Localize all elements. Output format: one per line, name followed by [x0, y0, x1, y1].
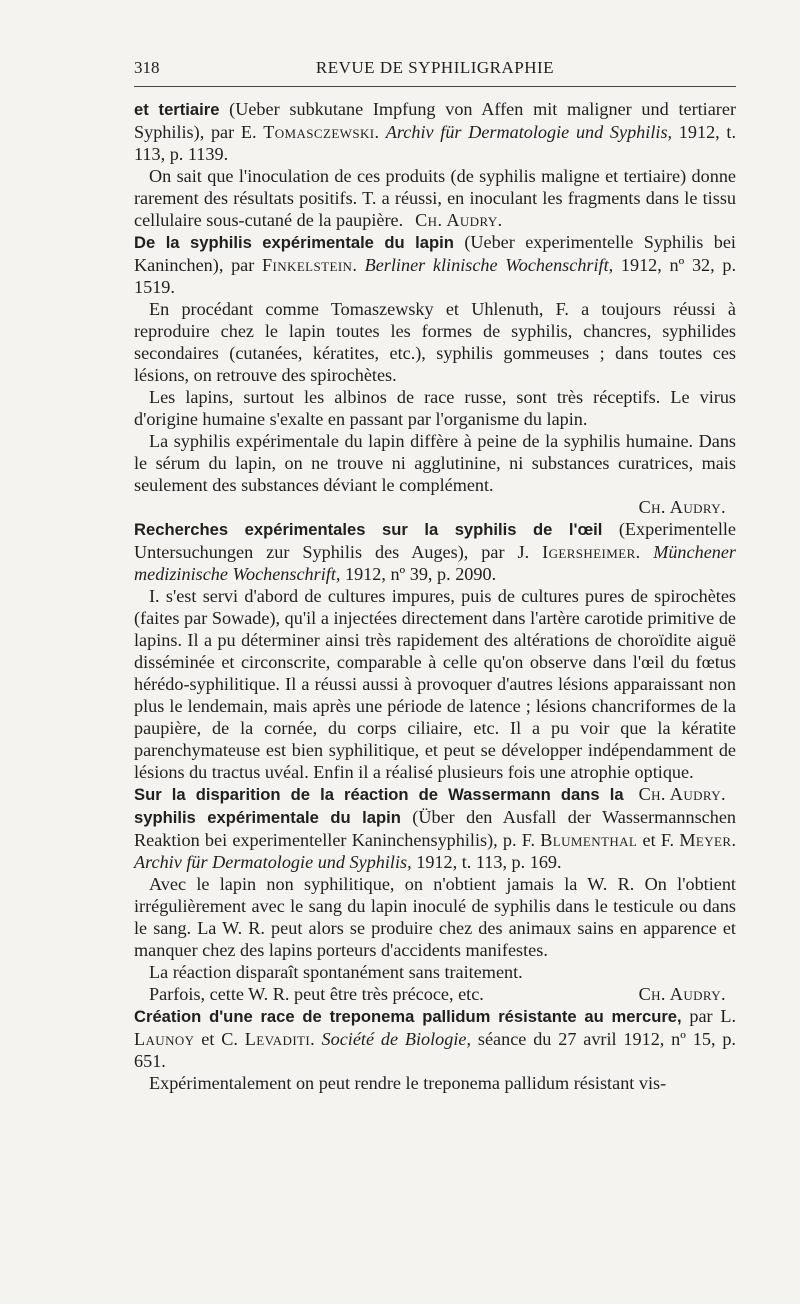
entry-title: et tertiaire: [134, 100, 220, 119]
paragraph: I. s'est servi d'abord de cultures impures, puis de cultures pures de spirochètes (faites par Sowade), qu'il a injectées directement dans l'artère carotide primitive de lapins. Il a pu déterminer ainsi très rapidement des altérations de choroïdite aiguë disséminée et circonscrite, comparable à celle qu'on observe dans l'œil du fœtus hérédo-syphilitique. Il a réussi aussi à provoquer d'autres lésions apparaissant non plus le lendemain, mais après une période de latence ; lésions chancriformes de la paupière, de la cornée, du corps ciliaire, etc. Il a pu voir que la kératite parenchymateuse est bien syphilitique, et peut se développer indépendamment de lésions du tractus uvéal. Enfin il a réalisé plusieurs fois une atrophie optique. Ch. Audry.: [134, 586, 736, 804]
signature: Ch. Audry.: [638, 984, 726, 1004]
journal-name: Berliner klinische Wochenschrift,: [364, 255, 614, 275]
entry-title: Recherches expérimentales sur la syphilis de l'œil: [134, 520, 603, 539]
journal-name: Münchener medizinische Wochenschrift,: [134, 542, 737, 584]
author-name: Launoy: [134, 1029, 195, 1049]
running-title: REVUE DE SYPHILIGRAPHIE: [315, 58, 555, 77]
author-name: Tomasczewski: [263, 122, 375, 142]
entry-citation: Sur la disparition de la réaction de Wassermann dans la syphilis expérimentale du lapin (Über den Ausfall der Wassermannschen Reaktion bei experimenteller Kaninchensyphilis), p. F. Blumenthal et F. Meyer. Archiv für Dermatologie und Syphilis, 1912, t. 113, p. 169.: [134, 785, 736, 872]
entry-title: Sur la disparition de la réaction de Wassermann dans la syphilis expérimentale du lapin: [134, 785, 624, 827]
paragraph: En procédant comme Tomaszewsky et Uhlenuth, F. a toujours réussi à reproduire chez le lapin toutes les formes de syphilis, chancres, syphilides secondaires (cutanées, kératites, etc.), syphilis gommeuses ; dans toutes ces lésions, on retrouve des spirochètes.: [134, 299, 736, 385]
author-name: Meyer: [679, 830, 732, 850]
journal-name: Archiv für Dermatologie und Syphilis,: [134, 852, 412, 872]
page-header: [134, 52, 736, 87]
author-name: Levaditi: [244, 1029, 311, 1049]
journal-name: Archiv für Dermatologie und Syphilis,: [385, 122, 673, 142]
signature: Ch. Audry.: [638, 497, 726, 517]
entry-citation: Recherches expérimentales sur la syphilis de l'œil (Experimentelle Untersuchungen zur Syphilis des Auges), par J. Igersheimer. Münchener medizinische Wochenschrift, 1912, nº 39, p. 2090.: [134, 519, 737, 584]
page-number: 318: [134, 58, 160, 77]
signature: Ch. Audry.: [638, 784, 726, 804]
paragraph: Parfois, cette W. R. peut être très précoce, etc. Ch. Audry.: [149, 984, 726, 1004]
entry-citation: De la syphilis expérimentale du lapin (Ueber experimentelle Syphilis bei Kaninchen), par Finkelstein. Berliner klinische Wochenschrift, 1912, nº 32, p. 1519.: [134, 232, 737, 297]
entry-citation: Création d'une race de treponema pallidum résistante au mercure, par L. Launoy et C. Levaditi. Société de Biologie, séance du 27 avril 1912, nº 15, p. 651.: [134, 1006, 736, 1071]
paragraph: La réaction disparaît spontanément sans traitement.: [149, 962, 523, 982]
paragraph: La syphilis expérimentale du lapin diffère à peine de la syphilis humaine. Dans le sérum du lapin, on ne trouve ni agglutinine, ni substances curatrices, mais seulement des substances déviant le complément.: [134, 431, 736, 495]
body-text: [134, 98, 736, 1094]
journal-name: Société de Biologie,: [321, 1029, 472, 1049]
entry-title: Création d'une race de treponema pallidum résistante au mercure,: [134, 1007, 682, 1026]
paragraph: Avec le lapin non syphilitique, on n'obtient jamais la W. R. On l'obtient irrégulièrement avec le sang du lapin inoculé de syphilis dans le testicule ou dans le sang. La W. R. peut alors se produire chez des animaux sains en apparence et manquer chez des lapins porteurs d'accidents manifestes.: [134, 874, 736, 960]
entry-title: De la syphilis expérimentale du lapin: [134, 233, 454, 252]
author-name: Blumenthal: [540, 830, 638, 850]
entry-citation: et tertiaire (Ueber subkutane Impfung von Affen mit maligner und tertiarer Syphilis), par E. Tomasczewski. Archiv für Dermatologie und Syphilis, 1912, t. 113, p. 1139.: [134, 99, 737, 164]
paragraph: Les lapins, surtout les albinos de race russe, sont très réceptifs. Le virus d'origine humaine s'exalte en passant par l'organisme du lapin.: [134, 387, 736, 429]
author-name: Igersheimer: [542, 542, 636, 562]
paragraph: On sait que l'inoculation de ces produits (de syphilis maligne et tertiaire) donne rarement des résultats positifs. T. a réussi, en inoculant les fragments dans le tissu cellulaire sous-cutané de la paupière. Ch. Audry.: [134, 166, 736, 230]
signature: Ch. Audry.: [415, 210, 503, 230]
author-name: Finkelstein: [262, 255, 353, 275]
paragraph: Expérimentalement on peut rendre le treponema pallidum résistant vis-: [149, 1073, 667, 1093]
